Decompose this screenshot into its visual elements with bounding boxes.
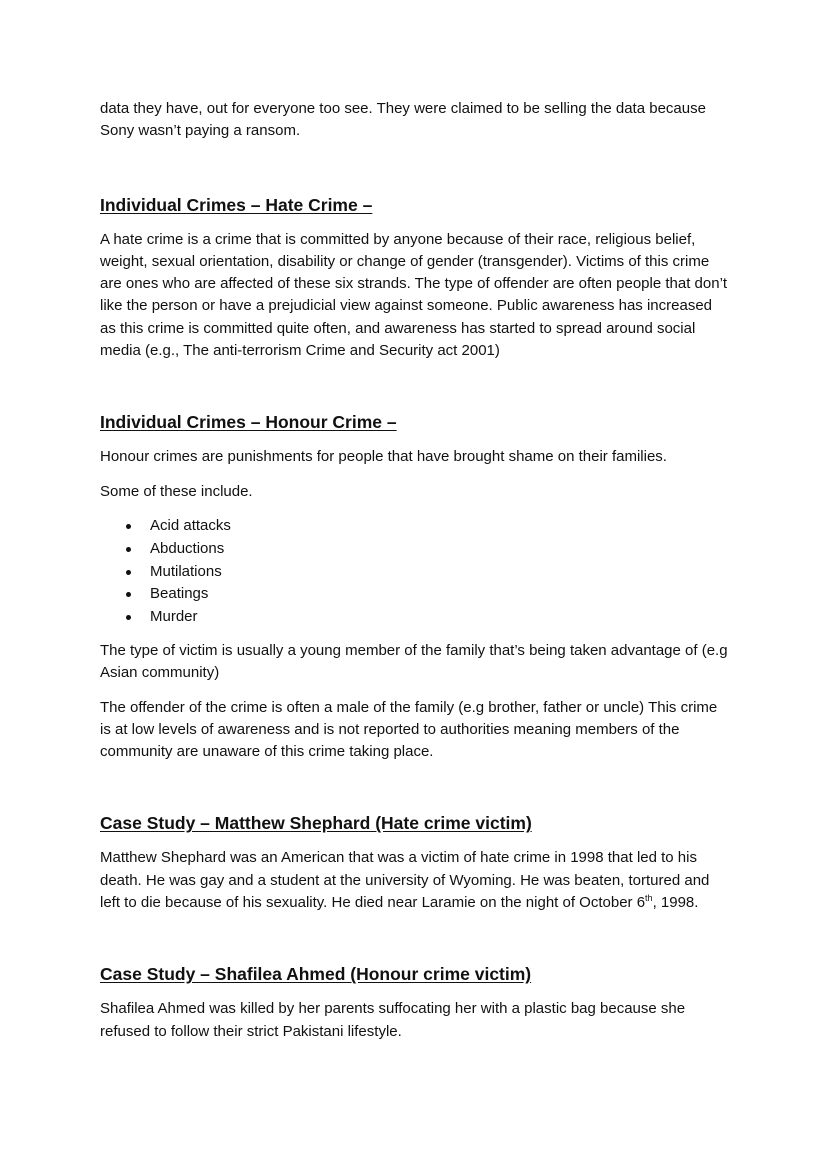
honour-crime-section (100, 410, 730, 763)
list-item: Murder (100, 606, 730, 629)
bullet-icon (126, 615, 131, 620)
hate-crime-heading: Individual Crimes – Hate Crime – (100, 194, 373, 215)
honour-crime-victim-paragraph: The type of victim is usually a young member of the family that’s being taken advantage of (e.g Asian community) (100, 641, 728, 682)
list-item: Abductions (100, 538, 730, 561)
bullet-icon (126, 570, 131, 575)
list-item: Acid attacks (100, 515, 730, 538)
honour-crime-intro: Honour crimes are punishments for people that have brought shame on their families. (100, 448, 667, 466)
honour-crime-list (100, 515, 730, 629)
hate-crime-paragraph: A hate crime is a crime that is committed by anyone because of their race, religious belief, weight, sexual orientation, disability or change of gender (transgender). Victims of this crime are ones who are affected of these six strands. The type of offender are often people that don’t like the person or have a prejudicial view against someone. Public awareness has increased as this crime is committed quite often, and awareness has started to spread around social media (e.g., The anti-terrorism Crime and Security act 2001) (100, 230, 728, 360)
document-page (100, 98, 730, 1043)
case-study-shephard-section (100, 811, 730, 914)
honour-crime-heading: Individual Crimes – Honour Crime – (100, 412, 397, 433)
honour-crime-list-intro: Some of these include. (100, 482, 253, 500)
case-study-ahmed-paragraph: Shafilea Ahmed was killed by her parents suffocating her with a plastic bag because she refused to follow their strict Pakistani lifestyle. (100, 1000, 686, 1040)
case-study-ahmed-heading: Case Study – Shafilea Ahmed (Honour crime victim) (100, 964, 532, 985)
hate-crime-section (100, 193, 730, 363)
bullet-icon (126, 547, 131, 552)
list-item: Beatings (100, 583, 730, 606)
list-item: Mutilations (100, 561, 730, 584)
case-study-shephard-heading: Case Study – Matthew Shephard (Hate crime victim) (100, 813, 532, 834)
intro-paragraph: data they have, out for everyone too see. They were claimed to be selling the data because Sony wasn’t paying a ransom. (100, 100, 706, 140)
case-study-shephard-paragraph: Matthew Shephard was an American that was a victim of hate crime in 1998 that led to his death. He was gay and a student at the university of Wyoming. He was beaten, tortured and left to die because of his sexuality. He died near Laramie on the night of October 6th, 1998. (100, 849, 710, 912)
honour-crime-offender-paragraph: The offender of the crime is often a male of the family (e.g brother, father or uncle) This crime is at low levels of awareness and is not reported to authorities meaning members of the community are unaware of this crime taking place. (100, 698, 718, 761)
bullet-icon (126, 592, 131, 597)
bullet-icon (126, 524, 131, 529)
case-study-ahmed-section (100, 962, 730, 1043)
